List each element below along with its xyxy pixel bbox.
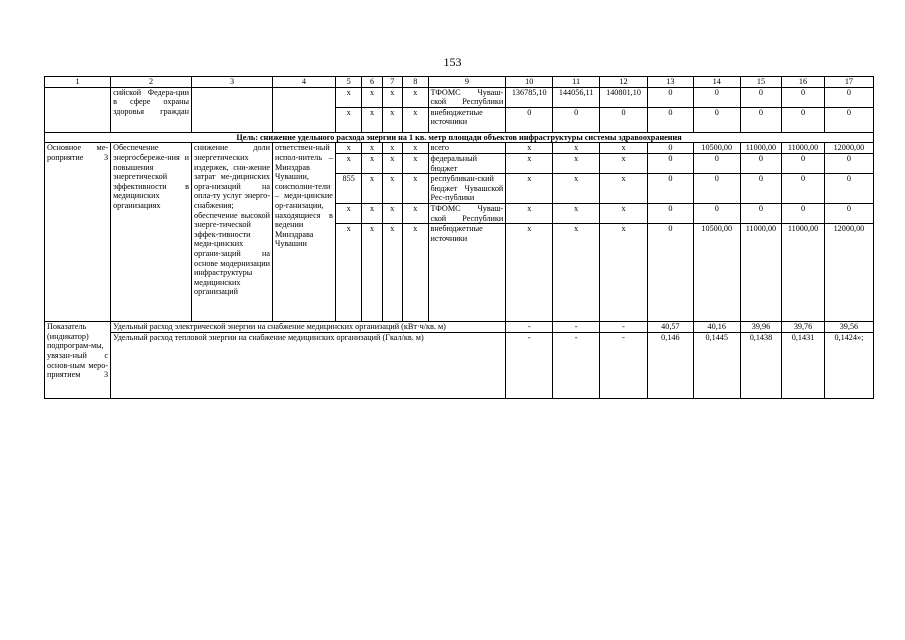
empty-cell xyxy=(45,87,111,132)
funding-source-cell: ТФОМС Чуваш-ской Республики xyxy=(428,203,506,223)
value-cell: x xyxy=(506,203,553,223)
value-cell: x xyxy=(600,224,648,322)
indicator-text-cell: Удельный расход тепловой энергии на снабжение медицинских организаций (Гкал/кв. м) xyxy=(111,332,506,398)
continued-name-cell: сийской Федера-ции в сфере охраны здоровья граждан xyxy=(111,87,192,132)
code-cell: x xyxy=(382,143,402,154)
value-cell: 0 xyxy=(824,107,873,132)
indicator-label-cell: Показатель (индикатор) подпрограм-мы, увязан-ный с основ-ным меро-приятием 3 xyxy=(45,322,111,399)
header-row xyxy=(45,77,874,88)
measure-name-cell: Обеспечение энергосбереже-ния и повышения энергетической эффективности в медицинских организациях xyxy=(111,143,192,322)
code-cell: x xyxy=(362,107,382,132)
goal-heading: Цель: снижение удельного расхода энергии на 1 кв. метр площади объектов инфраструктуры системы здравоохранения xyxy=(45,132,874,143)
value-cell: 0 xyxy=(740,203,782,223)
value-cell: x xyxy=(600,143,648,154)
value-cell: 0 xyxy=(740,174,782,204)
header-cell: 7 xyxy=(382,77,402,88)
header-cell: 8 xyxy=(402,77,428,88)
value-cell: 0,1438 xyxy=(740,332,782,398)
code-cell: x xyxy=(362,224,382,322)
value-cell: 0 xyxy=(824,203,873,223)
funding-source-cell: ТФОМС Чуваш-ской Республики xyxy=(428,87,506,107)
value-cell: 0,1445 xyxy=(693,332,740,398)
value-cell: 0 xyxy=(782,174,825,204)
funding-source-cell: республикан-ский бюджет Чувашской Рес-публики xyxy=(428,174,506,204)
code-cell: x xyxy=(402,224,428,322)
value-cell: 0 xyxy=(647,87,693,107)
value-cell: 0 xyxy=(647,174,693,204)
value-cell: - xyxy=(506,322,553,333)
header-cell: 9 xyxy=(428,77,506,88)
code-cell: x xyxy=(362,87,382,107)
code-cell: 855 xyxy=(335,174,362,204)
measure-description-cell: снижение доли энергетических издержек, сни-жение затрат ме-дицинских орга-низаций на опла-ту услуг энерго-снабжения; обеспечение высокой энерге-тической эффек-тивности меди-цинских органи-заций на основе модернизации инфраструктуры медицинских организаций xyxy=(192,143,273,322)
value-cell: x xyxy=(553,143,600,154)
code-cell: x xyxy=(362,203,382,223)
value-cell: 39,96 xyxy=(740,322,782,333)
code-cell: x xyxy=(402,87,428,107)
indicator-text-cell: Удельный расход электрической энергии на снабжение медицинских организаций (кВт·ч/кв. м) xyxy=(111,322,506,333)
code-cell: x xyxy=(335,153,362,173)
table-row xyxy=(45,87,874,107)
value-cell: 0 xyxy=(506,107,553,132)
value-cell: 39,76 xyxy=(782,322,825,333)
header-cell: 12 xyxy=(600,77,648,88)
code-cell: x xyxy=(335,143,362,154)
value-cell: x xyxy=(600,153,648,173)
code-cell: x xyxy=(335,203,362,223)
value-cell: - xyxy=(553,322,600,333)
goal-row xyxy=(45,132,874,143)
value-cell: 0 xyxy=(740,87,782,107)
value-cell: x xyxy=(553,224,600,322)
value-cell: 136785,10 xyxy=(506,87,553,107)
value-cell: 0 xyxy=(647,153,693,173)
value-cell: 0 xyxy=(740,107,782,132)
header-cell: 17 xyxy=(824,77,873,88)
header-cell: 15 xyxy=(740,77,782,88)
value-cell: 0 xyxy=(693,203,740,223)
header-cell: 3 xyxy=(192,77,273,88)
value-cell: 11000,00 xyxy=(740,143,782,154)
code-cell: x xyxy=(335,224,362,322)
page-number: 153 xyxy=(443,55,462,69)
empty-cell xyxy=(192,87,273,132)
value-cell: 39,56 xyxy=(824,322,873,333)
value-cell: 0 xyxy=(693,153,740,173)
code-cell: x xyxy=(362,174,382,204)
value-cell: x xyxy=(506,224,553,322)
value-cell: 0 xyxy=(740,153,782,173)
value-cell: 0 xyxy=(647,224,693,322)
value-cell: 0 xyxy=(824,153,873,173)
value-cell: 0 xyxy=(782,87,825,107)
value-cell: 0 xyxy=(693,107,740,132)
header-cell: 1 xyxy=(45,77,111,88)
code-cell: x xyxy=(382,107,402,132)
code-cell: x xyxy=(402,153,428,173)
value-cell: 0,146 xyxy=(647,332,693,398)
value-cell: 0 xyxy=(553,107,600,132)
table-row xyxy=(45,322,874,333)
value-cell: 0 xyxy=(600,107,648,132)
value-cell: 0 xyxy=(782,107,825,132)
empty-cell xyxy=(273,87,336,132)
value-cell: 10500,00 xyxy=(693,143,740,154)
value-cell: 0 xyxy=(647,107,693,132)
value-cell: 0 xyxy=(782,153,825,173)
value-cell: - xyxy=(600,332,648,398)
program-table xyxy=(44,76,874,399)
value-cell: 0,1424»; xyxy=(824,332,873,398)
value-cell: 144056,11 xyxy=(553,87,600,107)
code-cell: x xyxy=(335,107,362,132)
code-cell: x xyxy=(402,107,428,132)
code-cell: x xyxy=(402,143,428,154)
header-cell: 2 xyxy=(111,77,192,88)
header-cell: 16 xyxy=(782,77,825,88)
value-cell: 0,1431 xyxy=(782,332,825,398)
header-cell: 11 xyxy=(553,77,600,88)
header-cell: 14 xyxy=(693,77,740,88)
value-cell: 40,57 xyxy=(647,322,693,333)
funding-source-cell: федеральный бюджет xyxy=(428,153,506,173)
code-cell: x xyxy=(362,153,382,173)
header-cell: 4 xyxy=(273,77,336,88)
measure-label-cell: Основное ме-роприятие 3 xyxy=(45,143,111,322)
value-cell: 0 xyxy=(824,87,873,107)
value-cell: 11000,00 xyxy=(740,224,782,322)
code-cell: x xyxy=(382,87,402,107)
value-cell: x xyxy=(600,203,648,223)
value-cell: - xyxy=(553,332,600,398)
value-cell: - xyxy=(506,332,553,398)
code-cell: x xyxy=(402,174,428,204)
funding-source-cell: внебюджетные источники xyxy=(428,224,506,322)
table-row xyxy=(45,332,874,398)
funding-source-cell: внебюджетные источники xyxy=(428,107,506,132)
code-cell: x xyxy=(382,153,402,173)
value-cell: 11000,00 xyxy=(782,224,825,322)
code-cell: x xyxy=(382,174,402,204)
value-cell: 0 xyxy=(693,174,740,204)
table-row xyxy=(45,143,874,154)
value-cell: x xyxy=(553,153,600,173)
value-cell: 140801,10 xyxy=(600,87,648,107)
value-cell: x xyxy=(600,174,648,204)
funding-source-cell: всего xyxy=(428,143,506,154)
code-cell: x xyxy=(382,203,402,223)
value-cell: 0 xyxy=(693,87,740,107)
header-cell: 13 xyxy=(647,77,693,88)
header-cell: 5 xyxy=(335,77,362,88)
responsible-cell: ответствен-ный испол-нитель – Минздрав Чувашии, соисполни-тели – меди-цинские ор-ганизации, находящиеся в ведении Минздрава Чувашии xyxy=(273,143,336,322)
value-cell: x xyxy=(506,174,553,204)
value-cell: 12000,00 xyxy=(824,143,873,154)
value-cell: x xyxy=(506,143,553,154)
value-cell: x xyxy=(553,174,600,204)
code-cell: x xyxy=(335,87,362,107)
value-cell: 0 xyxy=(647,203,693,223)
value-cell: x xyxy=(506,153,553,173)
header-cell: 10 xyxy=(506,77,553,88)
value-cell: - xyxy=(600,322,648,333)
header-cell: 6 xyxy=(362,77,382,88)
value-cell: 0 xyxy=(782,203,825,223)
value-cell: 40,16 xyxy=(693,322,740,333)
value-cell: 11000,00 xyxy=(782,143,825,154)
code-cell: x xyxy=(402,203,428,223)
code-cell: x xyxy=(382,224,402,322)
value-cell: 0 xyxy=(647,143,693,154)
value-cell: x xyxy=(553,203,600,223)
value-cell: 10500,00 xyxy=(693,224,740,322)
value-cell: 12000,00 xyxy=(824,224,873,322)
code-cell: x xyxy=(362,143,382,154)
value-cell: 0 xyxy=(824,174,873,204)
